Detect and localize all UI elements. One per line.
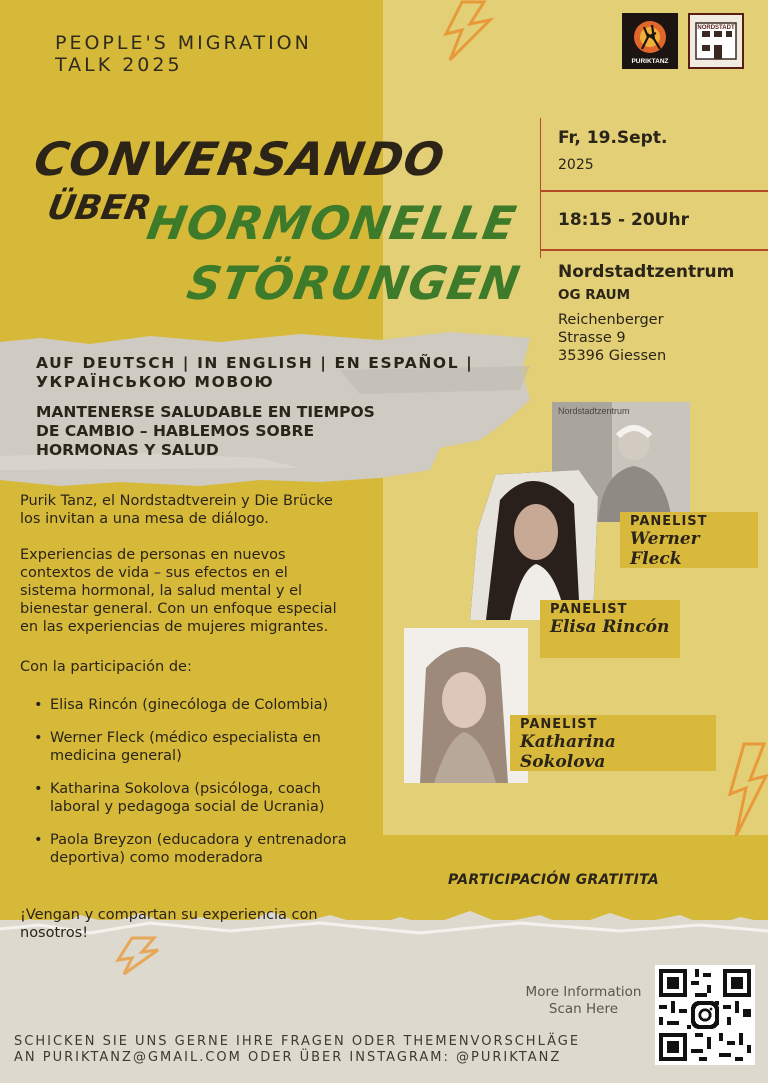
- info-divider: [540, 190, 768, 192]
- event-time: 18:15 - 20Uhr: [558, 210, 689, 230]
- title-line-1: CONVERSANDO: [30, 132, 450, 186]
- event-venue: Nordstadtzentrum: [558, 262, 735, 282]
- logo-right-label: NORDSTADT: [697, 25, 735, 31]
- panelist-tag-katharina: PANELIST Katharina Sokolova: [510, 715, 716, 771]
- panelist-tag-werner: PANELIST Werner Fleck: [620, 512, 758, 568]
- free-participation-note: PARTICIPACIÓN GRATITITA: [448, 872, 660, 888]
- title-line-4: STÖRUNGEN: [183, 256, 525, 310]
- closing-paragraph: ¡Vengan y compartan su experiencia con nosotros!: [20, 907, 318, 941]
- lightning-bolt-icon: [440, 0, 496, 62]
- description-paragraph: Experiencias de personas en nuevos contextos de vida – sus efectos en el sistema hormonal, la salud mental y el bienestar general. Con un enfoque especial en las experiencias de mujeres migrantes.: [20, 547, 337, 635]
- participants-list: [34, 696, 379, 882]
- event-room: OG RAUM: [558, 287, 631, 303]
- event-year: 2025: [558, 157, 594, 173]
- photo-sign-text: Nordstadtzentrum: [558, 406, 630, 416]
- info-divider-vertical: [540, 118, 541, 258]
- qr-caption: More Information Scan Here: [525, 984, 642, 1017]
- event-address: Reichenberger Strasse 9 35396 Giessen: [558, 312, 667, 364]
- bullet-icon: •: [34, 781, 43, 797]
- event-date: Fr, 19.Sept.: [558, 128, 668, 148]
- list-item: • Elisa Rincón (ginecóloga de Colombia): [34, 697, 329, 713]
- bullet-icon: •: [34, 832, 43, 848]
- languages-list: AUF DEUTSCH | IN ENGLISH | EN ESPAÑOL | УКРАЇНСЬКОЮ МОВОЮ: [36, 354, 474, 391]
- puriktanz-logo: [622, 13, 678, 69]
- list-item: • Werner Fleck (médico especialista en medicina general): [34, 730, 321, 764]
- event-series-title: PEOPLE'S MIGRATION TALK 2025: [55, 32, 312, 76]
- title-line-2: ÜBER: [44, 188, 155, 228]
- bullet-icon: •: [34, 697, 43, 713]
- lightning-bolt-icon: [112, 936, 164, 976]
- qr-code[interactable]: [655, 965, 755, 1065]
- logo-left-label: PURIKTANZ: [631, 58, 669, 65]
- nordstadt-logo: [688, 13, 744, 69]
- lightning-bolt-icon: [726, 740, 768, 840]
- info-divider: [540, 249, 768, 251]
- event-subtitle: MANTENERSE SALUDABLE EN TIEMPOS DE CAMBIO – HABLEMOS SOBRE HORMONAS Y SALUD: [36, 403, 375, 459]
- participants-heading: Con la participación de:: [20, 659, 192, 675]
- list-item: • Katharina Sokolova (psicóloga, coach laboral y pedagoga social de Ucrania): [34, 781, 325, 815]
- list-item: • Paola Breyzon (educadora y entrenadora deportiva) como moderadora: [34, 832, 347, 866]
- title-line-3: HORMONELLE: [143, 196, 521, 250]
- bullet-icon: •: [34, 730, 43, 746]
- intro-paragraph: Purik Tanz, el Nordstadtverein y Die Brücke los invitan a una mesa de diálogo.: [20, 493, 333, 527]
- panelist-tag-elisa: PANELIST Elisa Rincón: [540, 600, 680, 658]
- footer-contact: SCHICKEN SIE UNS GERNE IHRE FRAGEN ODER THEMENVORSCHLÄGE AN PURIKTANZ@GMAIL.COM ODER ÜBER INSTAGRAM: @PURIKTANZ: [14, 1034, 581, 1065]
